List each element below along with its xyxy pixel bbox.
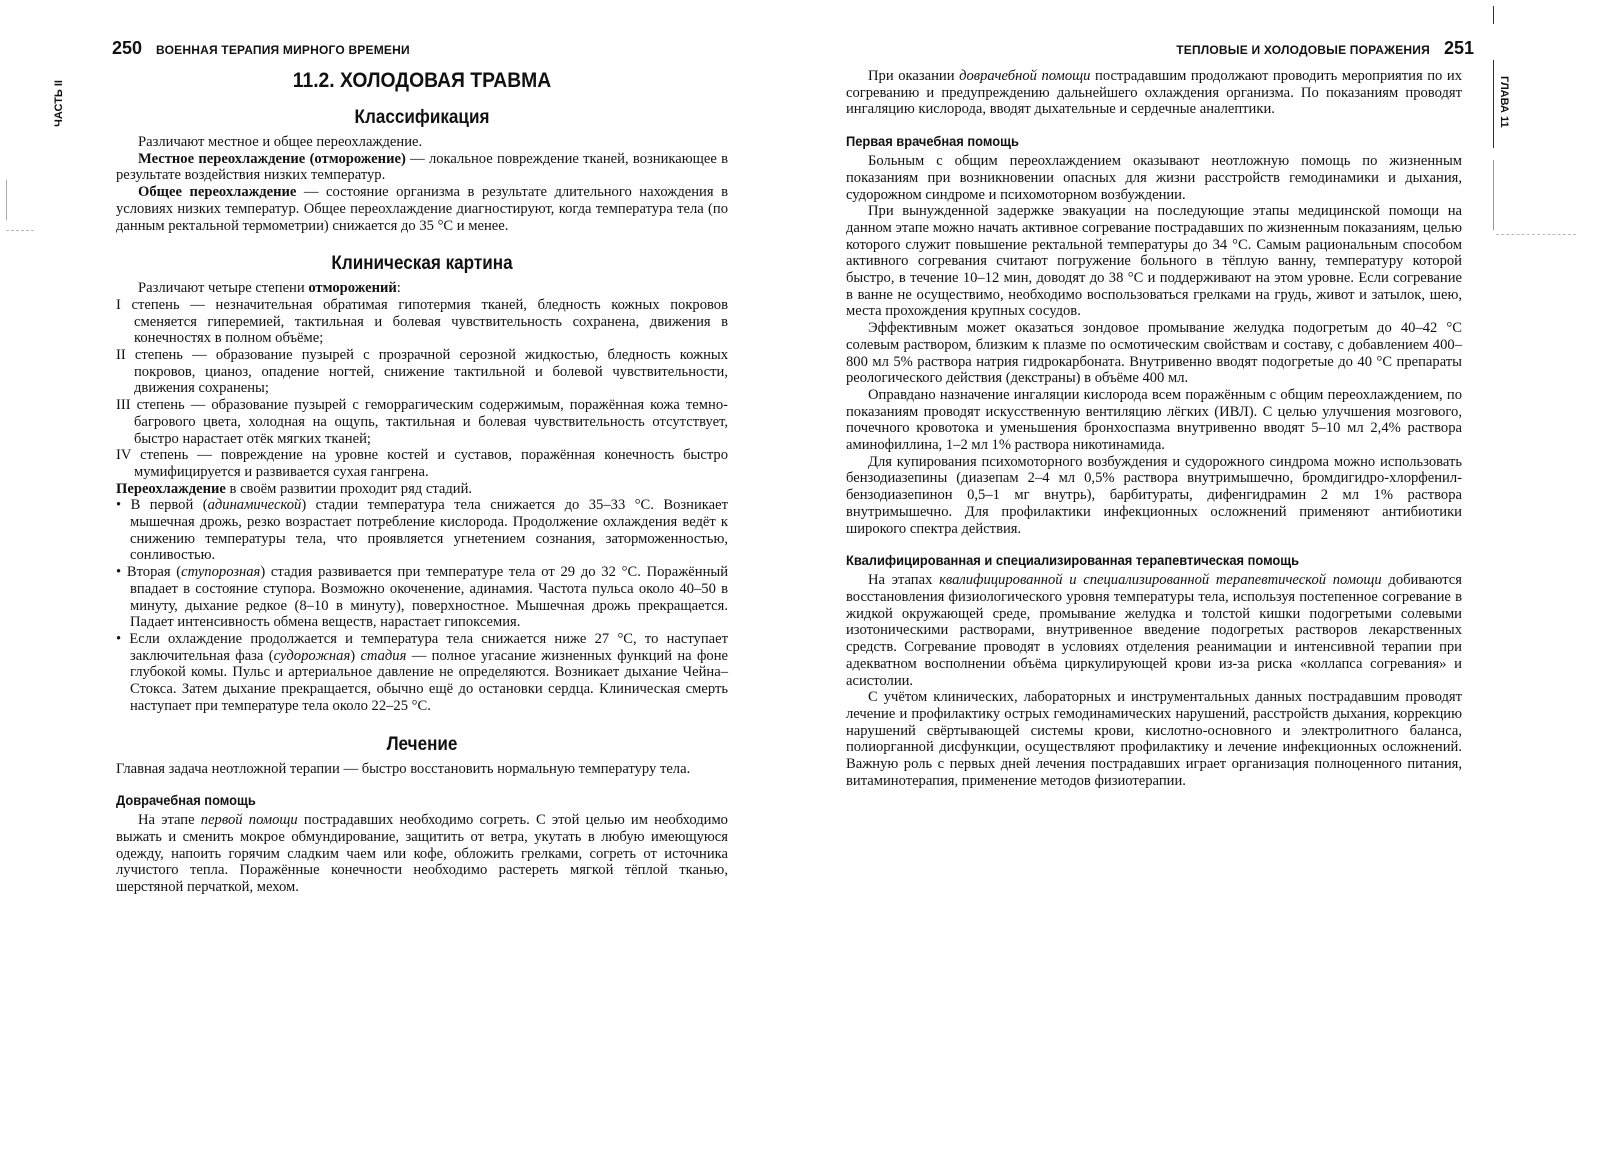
running-title: ВОЕННАЯ ТЕРАПИЯ МИРНОГО ВРЕМЕНИ	[156, 43, 410, 57]
page-number: 250	[112, 38, 143, 58]
margin-rule	[1493, 6, 1494, 24]
paragraph	[116, 184, 728, 234]
left-running-header	[112, 38, 410, 59]
text: )	[350, 647, 361, 664]
text: На этапе	[138, 812, 201, 829]
text: На этапах	[868, 572, 940, 589]
paragraph: При вынужденной задержке эвакуации на последующие этапы медицинской помощи на данном этапе можно начать активное согревание пострадавших по жизненным показаниям, целью которого служит повышение ректальной температуры до 34 °С. Самым рациональным способом активного согревания считают погружение больного в тёплую ванну, температуру которой быстро, в течение 10–12 мин, доводят до 38 °С и поддерживают на этом уровне. Если согревание в ванне не осуществимо, необходимо воспользоваться грелками на грудь, живот и затылок, шею, места прохождения крупных сосудов.	[846, 203, 1462, 320]
right-text-column	[846, 68, 1462, 789]
text: Если охлаждение продолжается и температура тела снижается ниже 27 °С, то наступает заключительная фаза (	[129, 630, 728, 664]
chapter-side-tab: ГЛАВА 11	[1498, 76, 1510, 128]
margin-rule	[1493, 60, 1494, 148]
text: :	[396, 280, 401, 297]
text: При оказании	[868, 68, 960, 84]
classification-heading: Классификация	[354, 107, 490, 128]
emphasis: судорожная	[273, 647, 351, 664]
paragraph	[846, 572, 1462, 689]
degree-item: IV степень — повреждение на уровне костей и суставов, поражённая конечность быстро мумифицируется и развивается сухая гангрена.	[116, 447, 728, 480]
margin-mark	[6, 180, 7, 220]
bullet-dot: •	[116, 497, 131, 514]
text: Различают четыре степени	[138, 280, 309, 297]
section-title: 11.2. ХОЛОДОВАЯ ТРАВМА	[292, 69, 552, 92]
paragraph	[116, 481, 728, 498]
treatment-heading: Лечение	[386, 733, 458, 755]
paragraph: Для купирования психомоторного возбуждения и судорожного синдрома можно использовать бензодиазепины (диазепам 2–4 мл 0,5% раствора внутримышечно, бромдигидро-хлорфенил-бензодиазепинон 0,5–1 мг внутрь), барбитураты, дифенгидрамин 2 мл 1% раствора внутримышечно. Для профилактики инфекционных осложнений применяют антибиотики широкого спектра действия.	[846, 453, 1462, 537]
emphasis: первой помощи	[200, 812, 298, 829]
term: отморожений	[308, 280, 397, 297]
emphasis: квалифицированной и специализированной терапевтической помощи	[939, 572, 1382, 589]
stage-bullet	[116, 497, 728, 564]
paragraph	[116, 812, 728, 896]
left-text-column	[116, 68, 728, 896]
first-aid-heading: Доврачебная помощь	[116, 792, 256, 809]
stage-bullet	[116, 631, 728, 715]
paragraph	[846, 68, 1462, 118]
paragraph: Главная задача неотложной терапии — быстро восстановить нормальную температуру тела.	[116, 760, 691, 777]
paragraph: С учётом клинических, лабораторных и инструментальных данных пострадавшим проводят лечение и профилактику острых гемодинамических нарушений, расстройств дыхания, коррекцию нарушений свёртывающей системы крови, кислотно-основного и электролитного баланса, полиорганной дисфункции, осуществляют профилактику и лечение инфекционных осложнений. Важную роль с первых дней лечения пострадавших играет организация полноценного питания, витаминотерапия, применение методов физиотерапии.	[846, 689, 1462, 789]
paragraph: Различают местное и общее переохлаждение.	[138, 134, 423, 150]
degree-item: III степень — образование пузырей с геморрагическим содержимым, поражённая кожа темно-багрового цвета, холодная на ощупь, тактильная и болевая чувствительность отсутствует, быстро нарастает отёк мягких тканей;	[116, 397, 728, 447]
text: пострадавшим продолжают проводить мероприятия по их согреванию и предупреждению дальнейшего охлаждения организма. По показаниям проводят ингаляцию кислорода, вводят дыхательные и сердечные аналептики.	[846, 68, 1462, 118]
stage-bullet	[116, 564, 728, 631]
clinical-heading: Клиническая картина	[331, 253, 513, 275]
emphasis: ступорозная	[181, 564, 261, 581]
text: — состояние организма в результате длительного нахождения в условиях низких температур. Общее переохлаждение диагностируют, когда температура тела (по данным ректальной термометрии) снижается до 35 °С и менее.	[116, 184, 728, 234]
bullet-dot: •	[116, 630, 130, 647]
margin-dash	[6, 230, 34, 231]
text: Вторая (	[126, 564, 182, 581]
paragraph: Больным с общим переохлаждением оказывают неотложную помощь по жизненным показаниям при возникновении опасных для жизни расстройств гемодинамики и дыхания, судорожном синдроме и психомоторном возбуждении.	[846, 153, 1462, 203]
emphasis: доврачебной помощи	[959, 68, 1091, 84]
emphasis: стадия	[360, 647, 407, 664]
paragraph: Оправдано назначение ингаляции кислорода всем поражённым с общим переохлаждением, по показаниям проводят искусственную вентиляцию лёгких (ИВЛ). С целью улучшения мозгового, почечного кровотока и уменьшения бронхоспазма внутривенно вводят 5–10 мл 2,4% раствора аминофиллина, 1–2 мл 1% раствора никотинамида.	[846, 386, 1462, 454]
margin-dash	[1496, 234, 1576, 235]
degree-item: II степень — образование пузырей с прозрачной серозной жидкостью, бледность кожных покровов, цианоз, опадение ногтей, снижение тактильной и болевой чувствительности, движения сохранены;	[116, 347, 728, 397]
term: Местное переохлаждение (отморожение)	[138, 150, 406, 167]
running-title: ТЕПЛОВЫЕ И ХОЛОДОВЫЕ ПОРАЖЕНИЯ	[1176, 43, 1430, 57]
text: ) стадия развивается при температуре тела от 29 до 32 °С. Поражённый впадает в состояние ступора. Возможно окоченение, адинамия. Частота пульса около 40–50 в минуту, дыхание редкое (8–10 в минуту), поверхностное. Мышечная дрожь прекращается. Падает интенсивность обмена веществ, нарастает гипоксемия.	[130, 564, 728, 631]
paragraph: Эффективным может оказаться зондовое промывание желудка подогретым до 40–42 °С солевым раствором, близким к плазме по осмотическим свойствам и составу, с добавлением 400–800 мл 5% раствора натрия гидрокарбоната. Внутривенно вводят подогретые до 40 °С препараты реологического действия (декстраны) в объёме 400 мл.	[846, 320, 1462, 387]
text: В первой (	[130, 497, 208, 514]
degree-item: I степень — незначительная обратимая гипотермия тканей, бледность кожных покровов сменяется гиперемией, тактильная и болевая чувствительность сохранена, движения в конечностях в полном объёме;	[116, 296, 728, 347]
text: — локальное повреждение тканей, возникающее в результате воздействия низких температур.	[116, 150, 728, 184]
bullet-dot: •	[116, 564, 127, 581]
text: — полное угасание жизненных функций на фоне глубокой комы. Пульс и артериальное давление не определяются. Возникает дыхание Чейна–Стокса. Затем дыхание прекращается, обычно ещё до остановки сердца. Клиническая смерть наступает при температуре тела около 22–25 °С.	[130, 647, 728, 714]
text: в своём развитии проходит ряд стадий.	[225, 480, 473, 497]
qualified-heading: Квалифицированная и специализированная терапевтическая помощь	[846, 552, 1300, 569]
first-medical-heading: Первая врачебная помощь	[846, 133, 1019, 150]
term: Общее переохлаждение	[138, 184, 297, 201]
right-running-header	[1176, 38, 1474, 59]
page-number: 251	[1443, 38, 1474, 58]
emphasis: адинамической	[207, 497, 302, 514]
text: пострадавших необходимо согреть. С этой целью им необходимо выжать и сменить мокрое обмундирование, защитить от ветра, укутать в любую имеющуюся одежду, напоить горячим сладким чаем или кофе, обложить грелками, согреть от источника лучистого тепла. Поражённые конечности необходимо растереть мягкой тёплой тканью, шерстяной перчаткой, мехом.	[116, 812, 728, 896]
text: добиваются восстановления физиологического уровня температуры тела, используя постепенное согревание в жидкой окружающей среде, промывание желудка и толстой кишки подогретыми солевыми изотоническими растворами, внутривенное введение подогретых растворов лекарственных средств. Согревание проводят в условиях отделения реанимации и интенсивной терапии при адекватном восполнении объёма циркулирующей крови из-за риска «коллапса согревания» и асистолии.	[846, 572, 1462, 689]
term: Переохлаждение	[116, 480, 226, 497]
paragraph	[116, 280, 728, 297]
paragraph	[116, 151, 728, 184]
margin-rule	[1493, 160, 1494, 230]
right-page	[800, 0, 1600, 1150]
part-side-tab: ЧАСТЬ II	[53, 80, 65, 127]
text: ) стадии температура тела снижается до 35–33 °С. Возникает мышечная дрожь, резко возрастает потребление кислорода. Продолжение охлаждения ведёт к снижению температуры тела, что проявляется угнетением сознания, заторможенностью, сонливостью.	[130, 497, 729, 564]
